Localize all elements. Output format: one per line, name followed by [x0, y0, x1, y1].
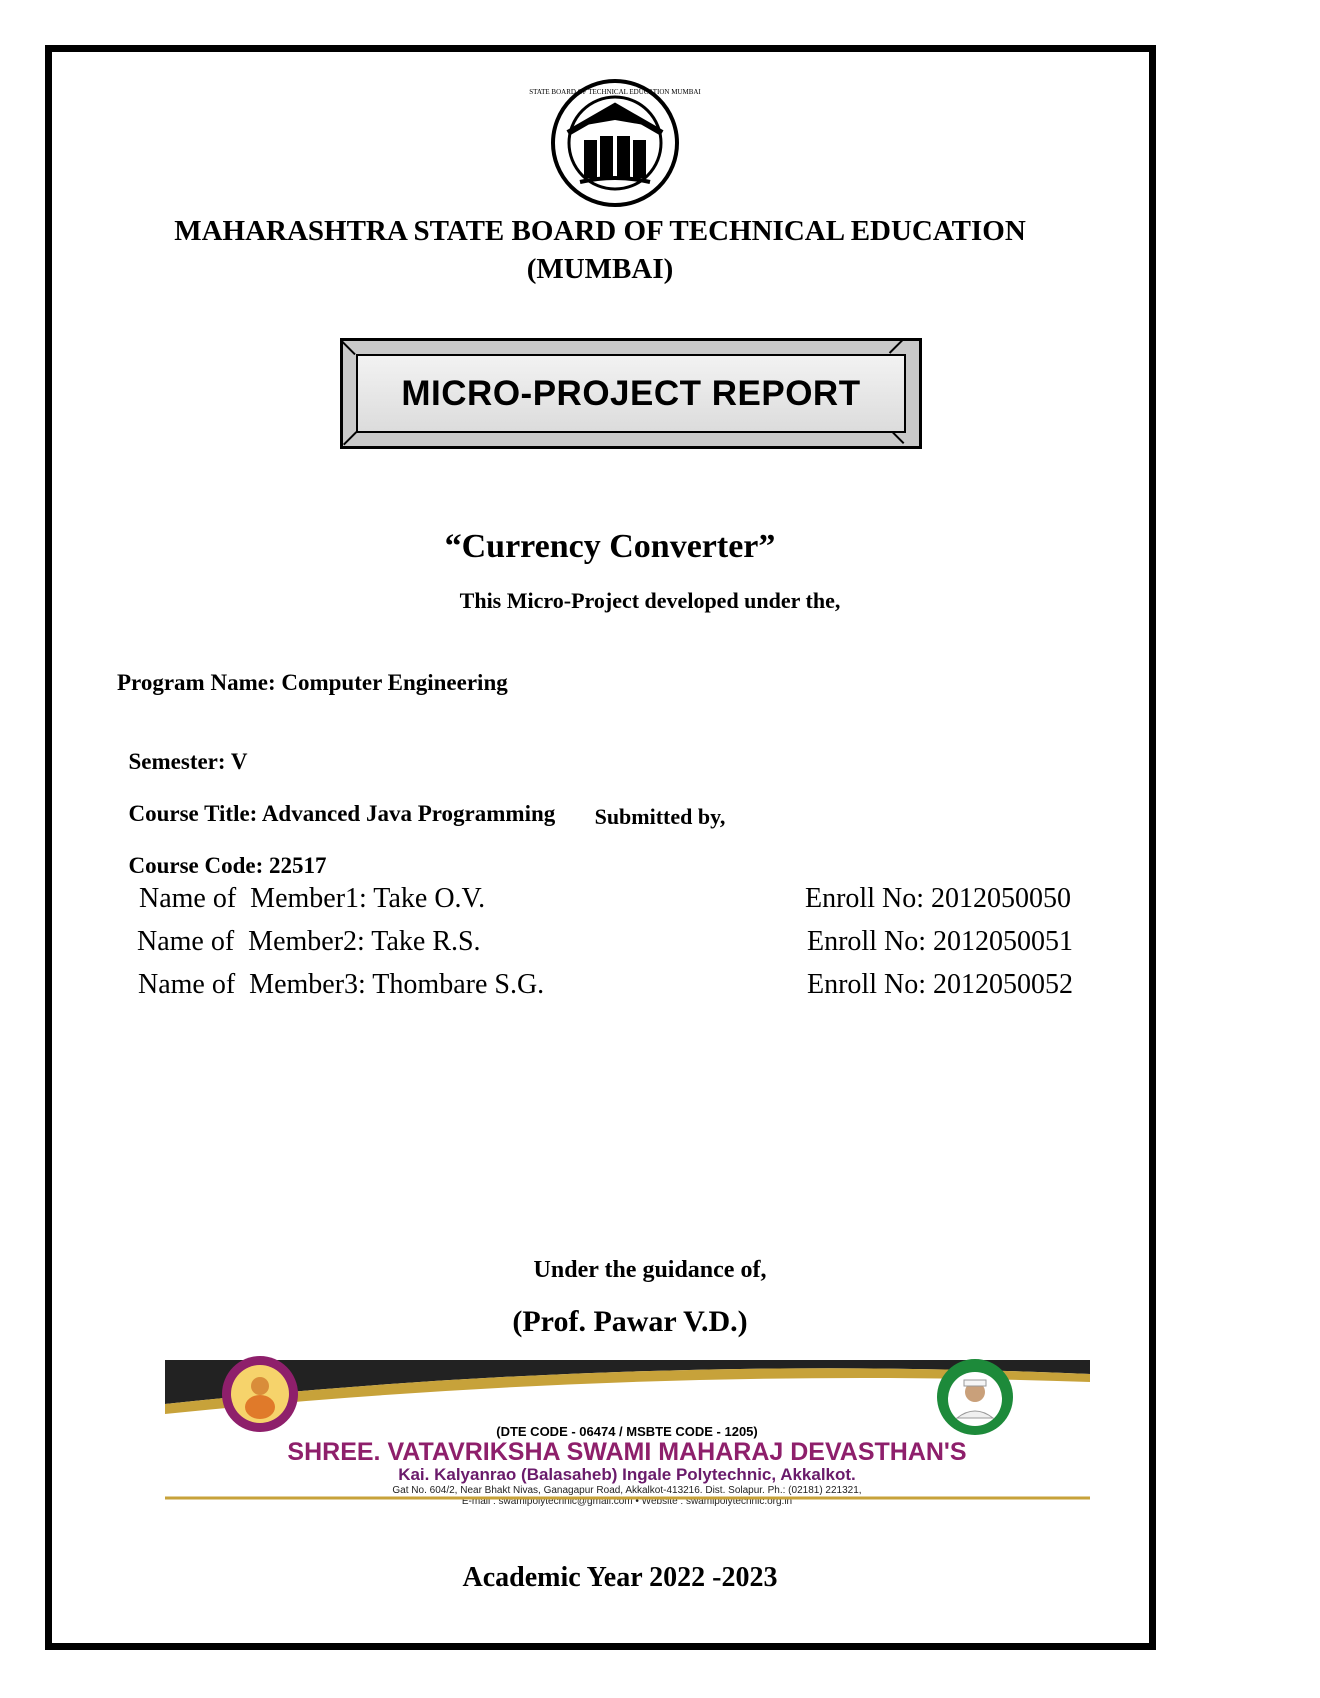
banner-codes: (DTE CODE - 06474 / MSBTE CODE - 1205)	[496, 1424, 758, 1439]
course-code: Course Code: 22517	[128, 853, 327, 878]
report-label: MICRO-PROJECT REPORT	[401, 373, 861, 413]
banner-trust-name: SHREE. VATAVRIKSHA SWAMI MAHARAJ DEVASTHAN'S	[287, 1438, 967, 1466]
project-title: “Currency Converter”	[444, 528, 776, 565]
course-title: Course Title: Advanced Java Programming	[128, 801, 556, 826]
report-label-box	[340, 338, 922, 449]
banner-contact: E-mail : swamipolytechnic@gmail.com • Website : swamipolytechnic.org.in	[461, 1496, 793, 1507]
member-3-name: Name of Member3: Thombare S.G.	[138, 969, 545, 1000]
guide-name: (Prof. Pawar V.D.)	[512, 1305, 748, 1338]
founder-emblem	[937, 1359, 1013, 1435]
board-city: (MUMBAI)	[526, 253, 674, 285]
college-banner	[165, 1352, 1090, 1507]
banner-college-name: Kai. Kalyanrao (Balasaheb) Ingale Polytechnic, Akkalkot.	[398, 1465, 856, 1484]
member-2-name: Name of Member2: Take R.S.	[137, 926, 481, 957]
semester: Semester: V	[128, 749, 248, 774]
submitted-by-text: Submitted by,	[594, 804, 726, 829]
member-2-enroll: Enroll No: 2012050051	[807, 926, 1073, 957]
member-3-enroll: Enroll No: 2012050052	[807, 969, 1073, 1000]
academic-year: Academic Year 2022 -2023	[462, 1562, 778, 1593]
developed-under-text: This Micro-Project developed under the,	[459, 588, 841, 613]
guidance-text: Under the guidance of,	[533, 1257, 767, 1283]
member-1-name: Name of Member1: Take O.V.	[139, 883, 486, 914]
msbte-logo	[529, 78, 701, 208]
program-name: Program Name: Computer Engineering	[117, 670, 508, 695]
course-info-line	[117, 723, 555, 879]
swami-emblem	[222, 1356, 298, 1432]
board-name: MAHARASHTRA STATE BOARD OF TECHNICAL EDUCATION	[174, 215, 1026, 247]
member-1-enroll: Enroll No: 2012050050	[805, 883, 1071, 914]
logo-ring-text: STATE BOARD OF TECHNICAL EDUCATION MUMBAI	[529, 88, 701, 96]
banner-address: Gat No. 604/2, Near Bhakt Nivas, Ganagapur Road, Akkalkot-413216. Dist. Solapur. Ph.: (02181) 221321,	[392, 1485, 862, 1496]
